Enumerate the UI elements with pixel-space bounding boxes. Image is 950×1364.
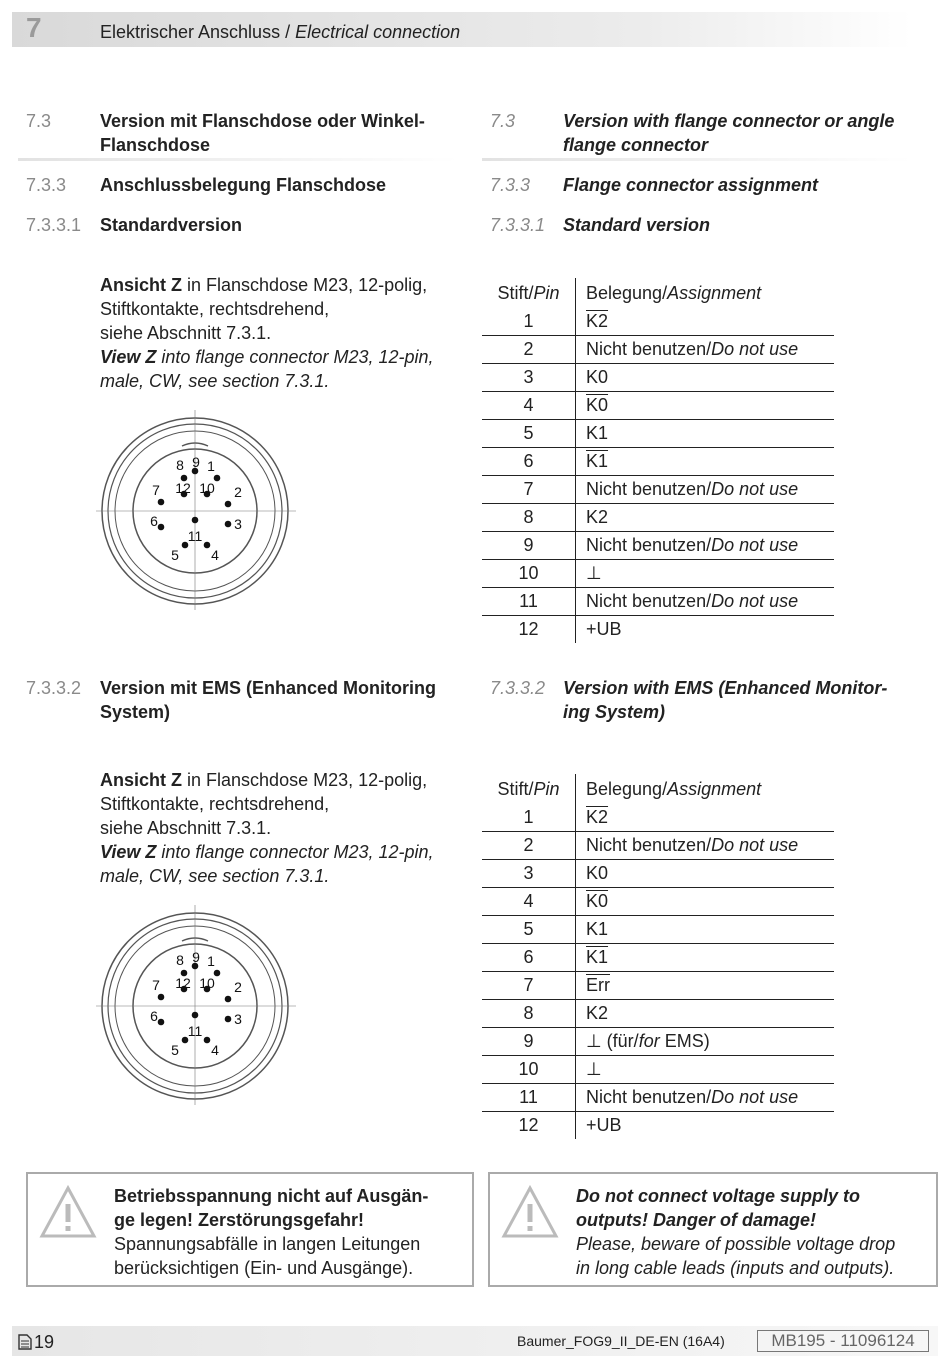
pin-contact: [225, 1016, 232, 1023]
pin-number: 12: [482, 1112, 576, 1140]
ems-view-text-de-3: siehe Abschnitt 7.3.1.: [100, 818, 272, 838]
pin-label: 5: [171, 1042, 179, 1058]
assignment-de: K2: [586, 311, 609, 331]
assignment-header-en: Assignment: [667, 282, 762, 303]
pin-table: [482, 278, 834, 643]
assignment-en: Do not use: [711, 1087, 799, 1107]
ems-pin-table-row: [482, 832, 834, 860]
pin-number: 8: [482, 1000, 576, 1028]
assignment-de: Nicht benutzen/: [586, 591, 712, 611]
view-label-en: View Z: [100, 347, 157, 367]
pin-assignment: [576, 616, 835, 644]
ems-assignment-header-en: Assignment: [667, 778, 762, 799]
assignment-en: Do not use: [711, 479, 799, 499]
pin-table-row: [482, 392, 834, 420]
ems-pin-table-row: [482, 972, 834, 1000]
pin-table-row: [482, 336, 834, 364]
pin-assignment: [576, 888, 835, 916]
pin-assignment: [576, 1028, 835, 1056]
assignment-header-de: Belegung/: [586, 282, 668, 303]
pin-number: 3: [482, 364, 576, 392]
pin-assignment: [576, 560, 835, 588]
ems-pin-table-row: [482, 1112, 834, 1140]
pin-label: 9: [192, 949, 200, 965]
warning-body-de: Spannungsabfälle in langen Leitungen berücksichtigen (Ein- und Ausgänge).: [114, 1234, 421, 1278]
pin-assignment: [576, 504, 835, 532]
connector-diagram: [96, 410, 296, 610]
pin-table-row: [482, 588, 834, 616]
assignment-en: Do not use: [711, 835, 799, 855]
section-heading-en: Version with flange connector or angle flange connector: [563, 111, 895, 155]
pin-assignment: [576, 1112, 835, 1140]
warning-text-en: [576, 1184, 916, 1280]
ems-pin-header: [482, 774, 576, 804]
pin-contact: [158, 1019, 165, 1026]
pin-contact: [158, 994, 165, 1001]
pin-label: 8: [176, 457, 184, 473]
document-code: MB195 - 11096124: [757, 1330, 929, 1352]
pin-number: 1: [482, 308, 576, 336]
ems-view-text-de: in Flanschdose M23, 12-polig,: [182, 770, 428, 790]
pin-assignment: [576, 532, 835, 560]
ems-section-number: 7.3.3.2: [26, 678, 82, 698]
ems-pin-table-row: [482, 944, 834, 972]
assignment-de: K0: [586, 863, 609, 883]
pin-table-row: [482, 364, 834, 392]
section-rule-en: [482, 158, 912, 161]
pin-assignment: [576, 804, 835, 832]
view-text-en-2: male, CW, see section 7.3.1.: [100, 371, 330, 391]
ems-section-heading-de: Version mit EMS (Enhanced Monitoring System): [100, 678, 437, 722]
subsubsection-heading-de: Standardversion: [100, 215, 243, 235]
view-description: [100, 273, 470, 393]
assignment-de: K0: [586, 395, 609, 415]
assignment-de: +UB: [586, 619, 622, 639]
pin-table-row: [482, 532, 834, 560]
assignment-de: K0: [586, 891, 609, 911]
pin-number: 9: [482, 532, 576, 560]
assignment-en: Do not use: [711, 339, 799, 359]
pin-assignment: [576, 832, 835, 860]
pin-number: 2: [482, 832, 576, 860]
ems-pin-header-de: Stift/: [497, 778, 534, 799]
pin-assignment: [576, 944, 835, 972]
assignment-de: Nicht benutzen/: [586, 835, 712, 855]
section-rule: [18, 158, 458, 161]
pin-contact: [158, 524, 165, 531]
pin-number: 3: [482, 860, 576, 888]
assignment-de: Nicht benutzen/: [586, 535, 712, 555]
pin-number: 9: [482, 1028, 576, 1056]
pin-assignment: [576, 860, 835, 888]
view-text-de: in Flanschdose M23, 12-polig,: [182, 275, 428, 295]
assignment-de: K2: [586, 807, 609, 827]
subsection-heading-en: Flange connector assignment: [563, 175, 819, 195]
assignment-de: K1: [586, 451, 609, 471]
assignment-de: K0: [586, 367, 609, 387]
pin-label: 10: [199, 975, 215, 991]
ems-pin-header-en: Pin: [533, 778, 560, 799]
ems-view-text-en-2: male, CW, see section 7.3.1.: [100, 866, 330, 886]
pin-table-row: [482, 476, 834, 504]
assignment-en: for: [638, 1031, 660, 1051]
pin-label: 11: [187, 528, 203, 544]
ems-view-text-en: into flange connector M23, 12-pin,: [156, 842, 434, 862]
view-text-en: into flange connector M23, 12-pin,: [156, 347, 434, 367]
pin-number: 11: [482, 1084, 576, 1112]
pin-contact: [192, 1012, 199, 1019]
pin-assignment: [576, 1000, 835, 1028]
pin-label: 3: [234, 516, 242, 532]
pin-number: 11: [482, 588, 576, 616]
assignment-de: K2: [586, 1003, 609, 1023]
assignment-de: Nicht benutzen/: [586, 339, 712, 359]
ems-view-label-en: View Z: [100, 842, 157, 862]
chapter-title-de: Elektrischer Anschluss: [100, 22, 281, 42]
warning-text-de: [114, 1184, 460, 1280]
pin-contact: [225, 501, 232, 508]
pin-number: 7: [482, 972, 576, 1000]
pin-number: 6: [482, 448, 576, 476]
pin-number: 10: [482, 560, 576, 588]
pin-number: 5: [482, 420, 576, 448]
pin-contact: [192, 517, 199, 524]
pin-label: 7: [152, 482, 160, 498]
assignment-de: Nicht benutzen/: [586, 1087, 712, 1107]
ems-pin-table-row: [482, 860, 834, 888]
warning-title-de: Betriebsspannung nicht auf Ausgän- ge legen! Zerstörungsgefahr!: [114, 1186, 429, 1230]
pin-contact: [204, 542, 211, 549]
pin-number: 2: [482, 336, 576, 364]
section-number: 7.3: [26, 111, 52, 131]
pin-assignment: [576, 448, 835, 476]
subsubsection-number-en: 7.3.3.1: [490, 215, 546, 235]
view-text-de-2: Stiftkontakte, rechtsdrehend,: [100, 299, 330, 319]
pin-label: 1: [207, 458, 215, 474]
pin-table-row: [482, 616, 834, 644]
pin-label: 6: [150, 513, 158, 529]
ems-pin-table-row: [482, 1028, 834, 1056]
pin-contact: [158, 499, 165, 506]
pin-assignment: [576, 392, 835, 420]
pin-number: 4: [482, 888, 576, 916]
pin-assignment: [576, 1084, 835, 1112]
pin-number: 4: [482, 392, 576, 420]
pin-assignment: [576, 916, 835, 944]
assignment-de: Nicht benutzen/: [586, 479, 712, 499]
assignment-de: K1: [586, 423, 609, 443]
ems-connector-diagram: [96, 905, 296, 1105]
pin-label: 9: [192, 454, 200, 470]
pin-header-de: Stift/: [497, 282, 534, 303]
pin-number: 8: [482, 504, 576, 532]
assignment-de: K1: [586, 947, 609, 967]
pin-label: 10: [199, 480, 215, 496]
assignment-de: ⊥: [586, 1059, 602, 1079]
pin-table-row: [482, 308, 834, 336]
warning-body-en: Please, beware of possible voltage drop in long cable leads (inputs and outputs).: [576, 1234, 896, 1278]
subsubsection-number: 7.3.3.1: [26, 215, 82, 235]
pin-label: 2: [234, 979, 242, 995]
pin-label: 3: [234, 1011, 242, 1027]
warning-triangle-icon: [500, 1184, 560, 1240]
subsection-heading-de: Anschlussbelegung Flanschdose: [100, 175, 387, 195]
pin-label: 11: [187, 1023, 203, 1039]
pin-table-row: [482, 448, 834, 476]
pin-assignment: [576, 420, 835, 448]
pin-table-row: [482, 420, 834, 448]
assignment-de: K1: [586, 919, 609, 939]
pin-label: 4: [211, 547, 219, 563]
ems-view-text-de-2: Stiftkontakte, rechtsdrehend,: [100, 794, 330, 814]
assignment-en: Do not use: [711, 535, 799, 555]
ems-pin-table-row: [482, 916, 834, 944]
pin-table-row: [482, 504, 834, 532]
view-text-de-3: siehe Abschnitt 7.3.1.: [100, 323, 272, 343]
subsection-number-en: 7.3.3: [490, 175, 531, 195]
chapter-title-en: Electrical connection: [295, 22, 461, 42]
pin-table-row: [482, 560, 834, 588]
pin-assignment: [576, 336, 835, 364]
assignment-de: ⊥: [586, 563, 602, 583]
pin-label: 6: [150, 1008, 158, 1024]
pin-number: 7: [482, 476, 576, 504]
ems-section-number-en: 7.3.3.2: [490, 678, 546, 698]
section-heading-de: Version mit Flanschdose oder Winkel- Flanschdose: [100, 111, 425, 155]
pin-assignment: [576, 972, 835, 1000]
pin-number: 12: [482, 616, 576, 644]
pin-assignment: [576, 364, 835, 392]
ems-pin-table-row: [482, 888, 834, 916]
pin-label: 12: [175, 975, 191, 991]
ems-pin-table-row: [482, 1084, 834, 1112]
pin-label: 12: [175, 480, 191, 496]
chapter-number: 7: [26, 12, 42, 43]
pin-header-en: Pin: [533, 282, 560, 303]
pin-contact: [225, 521, 232, 528]
warning-box-en: [488, 1172, 938, 1287]
subsubsection-heading-en: Standard version: [563, 215, 711, 235]
warning-title-en: Do not connect voltage supply to outputs! Danger of damage!: [576, 1186, 861, 1230]
ems-pin-table-row: [482, 1056, 834, 1084]
warning-box-de: [26, 1172, 474, 1287]
pin-number: 6: [482, 944, 576, 972]
document-name: Baumer_FOG9_II_DE-EN (16A4): [517, 1333, 725, 1349]
pin-number: 1: [482, 804, 576, 832]
pin-label: 8: [176, 952, 184, 968]
chapter-title-sep: /: [280, 22, 296, 42]
ems-assignment-header: [576, 774, 835, 804]
page-number: 19: [34, 1332, 55, 1352]
ems-pin-table-row: [482, 1000, 834, 1028]
ems-view-label: Ansicht Z: [100, 770, 183, 790]
pin-number: 5: [482, 916, 576, 944]
view-label: Ansicht Z: [100, 275, 183, 295]
pin-label: 5: [171, 547, 179, 563]
assignment-de: ⊥ (für/: [586, 1031, 639, 1051]
ems-pin-table-row: [482, 804, 834, 832]
pin-contact: [225, 996, 232, 1003]
subsection-number: 7.3.3: [26, 175, 67, 195]
pin-assignment: [576, 308, 835, 336]
pin-label: 1: [207, 953, 215, 969]
pin-assignment: [576, 1056, 835, 1084]
pin-assignment: [576, 588, 835, 616]
ems-assignment-header-de: Belegung/: [586, 778, 668, 799]
assignment-tail: EMS): [659, 1031, 710, 1051]
pin-number: 10: [482, 1056, 576, 1084]
pin-assignment: [576, 476, 835, 504]
assignment-de: K2: [586, 507, 609, 527]
pin-label: 2: [234, 484, 242, 500]
pin-label: 7: [152, 977, 160, 993]
assignment-header: [576, 278, 835, 308]
warning-triangle-icon: [38, 1184, 98, 1240]
ems-section-heading-en: Version with EMS (Enhanced Monitor- ing System): [563, 678, 888, 722]
assignment-de: +UB: [586, 1115, 622, 1135]
ems-view-description: [100, 768, 470, 888]
pin-label: 4: [211, 1042, 219, 1058]
assignment-en: Do not use: [711, 591, 799, 611]
ems-pin-table: [482, 774, 834, 1139]
chapter-title: [100, 22, 460, 43]
assignment-de: $\overline{Err}$: [586, 975, 610, 995]
document-icon: [18, 1334, 32, 1350]
section-number-en: 7.3: [490, 111, 516, 131]
pin-contact: [204, 1037, 211, 1044]
pin-header: [482, 278, 576, 308]
